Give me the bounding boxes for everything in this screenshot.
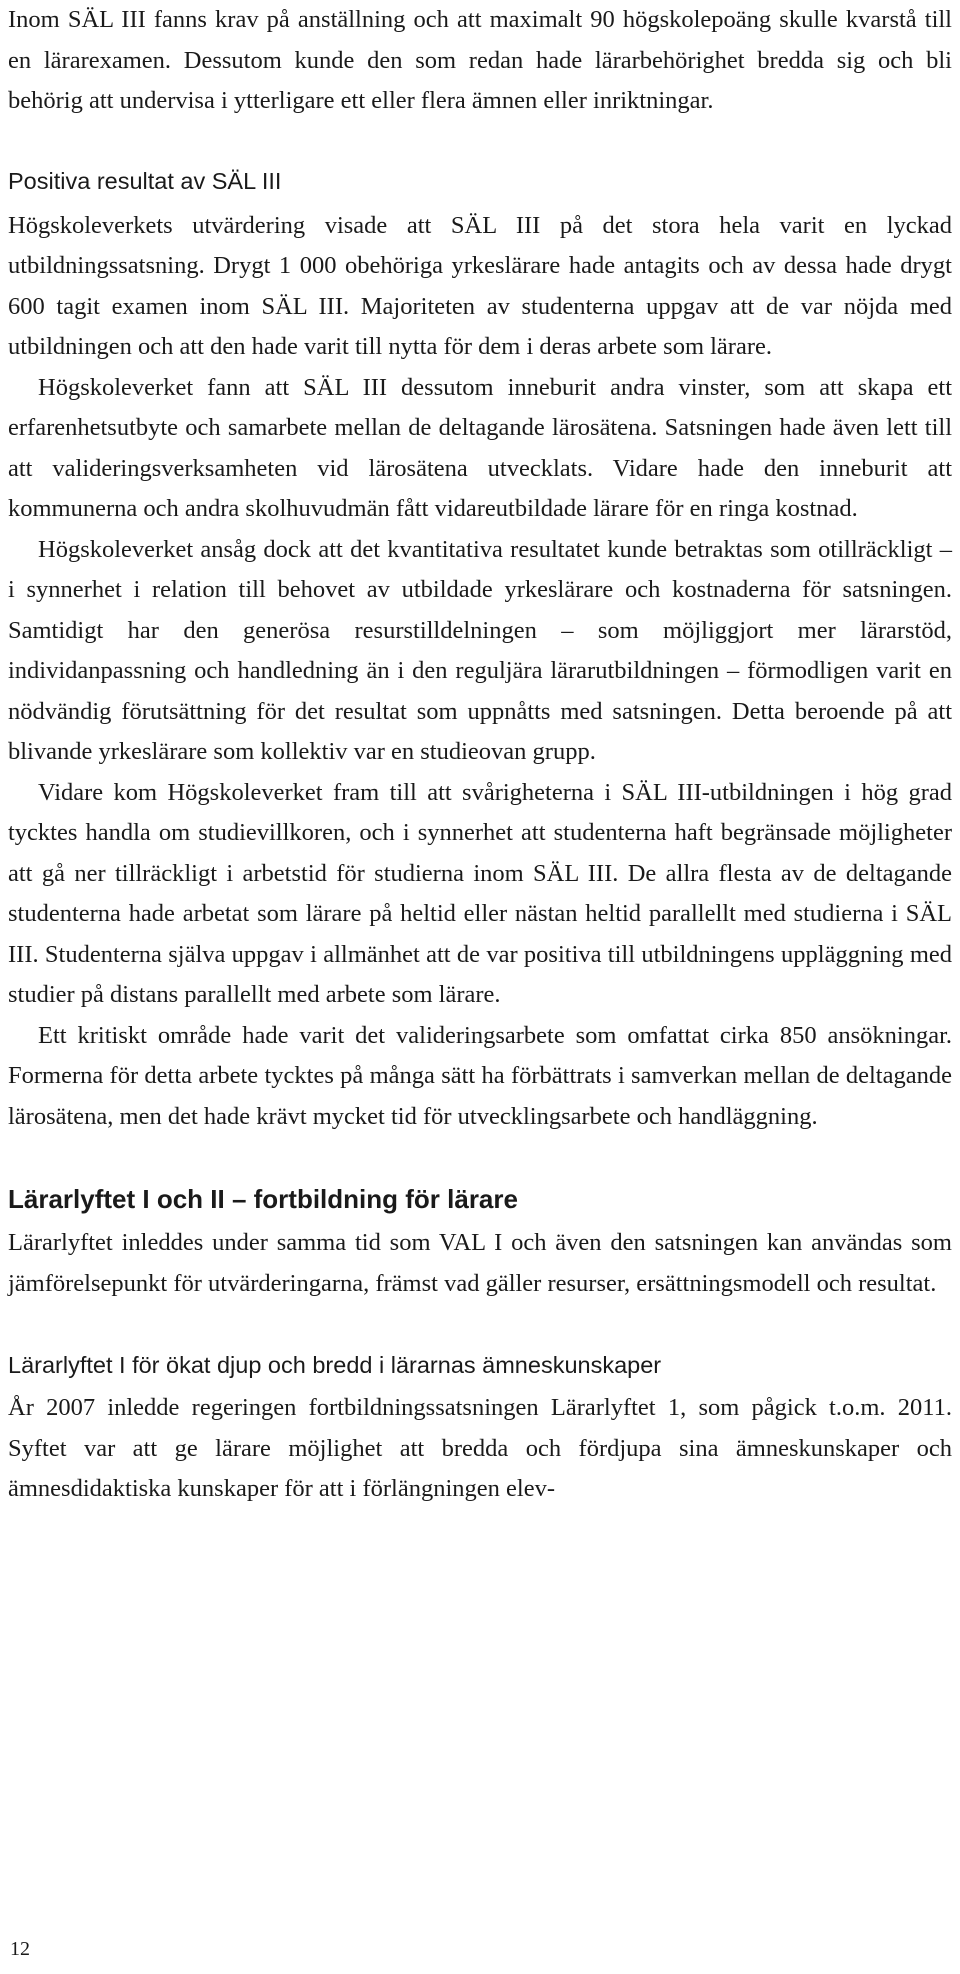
paragraph: Lärarlyftet inleddes under samma tid som VAL I och även den satsningen kan användas som jämförelsepunkt för utvärderingarna, främst vad gäller resurser, ersättningsmodell och resultat. [8, 1229, 952, 1297]
document-page [8, 0, 952, 1510]
paragraph: År 2007 inledde regeringen fortbildningssatsningen Lärarlyftet 1, som pågick t.o.m. 2011. Syftet var att ge lärare möjlighet att bredda och fördjupa sina ämneskunskaper och ämnesdidaktiska kunskaper för att i förlängningen elev- [8, 1394, 952, 1502]
paragraph: Inom SÄL III fanns krav på anställning och att maximalt 90 högskolepoäng skulle kvarstå till en lärarexamen. Dessutom kunde den som redan hade lärarbehörighet bredda sig och bli behörig att undervisa i ytterligare ett eller flera ämnen eller inriktningar. [8, 6, 952, 114]
paragraph: Ett kritiskt område hade varit det valideringsarbete som omfattat cirka 850 ansökningar. Formerna för detta arbete tycktes på många sätt ha förbättrats i samverkan mellan de deltagande lärosätena, men det hade krävt mycket tid för utvecklingsarbete och handläggning. [8, 1021, 952, 1130]
paragraph: Högskoleverket ansåg dock att det kvantitativa resultatet kunde betraktas som otillräckligt – i synnerhet i relation till behovet av utbildade yrkeslärare och kostnaderna för satsningen. Samtidigt har den generösa resurstilldelningen – som möjliggjort mer lärarstöd, individanpassning och handledning än i den reguljära lärarutbildningen – förmodligen varit en nödvändig förutsättning för det resultat som uppnåtts med satsningen. Detta beroende på att blivande yrkeslärare som kollektiv var en studieovan grupp. [8, 535, 952, 765]
chapter-heading: Lärarlyftet I och II – fortbildning för lärare [8, 1184, 518, 1214]
paragraph: Vidare kom Högskoleverket fram till att svårigheterna i SÄL III-utbildningen i hög grad tycktes handla om studievillkoren, och i synnerhet att studenterna haft begränsade möjligheter att gå ner tillräckligt i arbetstid för studierna inom SÄL III. De allra flesta av de deltagande studenterna hade arbetat som lärare på heltid eller nästan heltid parallellt med studierna i SÄL III. Studenterna själva uppgav i allmänhet att de var positiva till utbildningens uppläggning med studier på distans parallellt med arbete som lärare. [8, 778, 952, 1008]
page-number: 12 [10, 1938, 30, 1960]
section-heading: Positiva resultat av SÄL III [8, 167, 282, 194]
section-heading: Lärarlyftet I för ökat djup och bredd i lärarnas ämneskunskaper [8, 1352, 662, 1378]
paragraph: Högskoleverket fann att SÄL III dessutom inneburit andra vinster, som att skapa ett erfarenhetsutbyte och samarbete mellan de deltagande lärosätena. Satsningen hade även lett till att valideringsverksamheten vid lärosätena utvecklats. Vidare hade den inneburit att kommunerna och andra skolhuvudmän fått vidareutbildade lärare för en ringa kostnad. [8, 373, 952, 522]
paragraph: Högskoleverkets utvärdering visade att SÄL III på det stora hela varit en lyckad utbildningssatsning. Drygt 1 000 obehöriga yrkeslärare hade antagits och av dessa hade drygt 600 tagit examen inom SÄL III. Majoriteten av studenterna uppgav att de var nöjda med utbildningen och att den hade varit till nytta för dem i deras arbete som lärare. [8, 211, 952, 360]
